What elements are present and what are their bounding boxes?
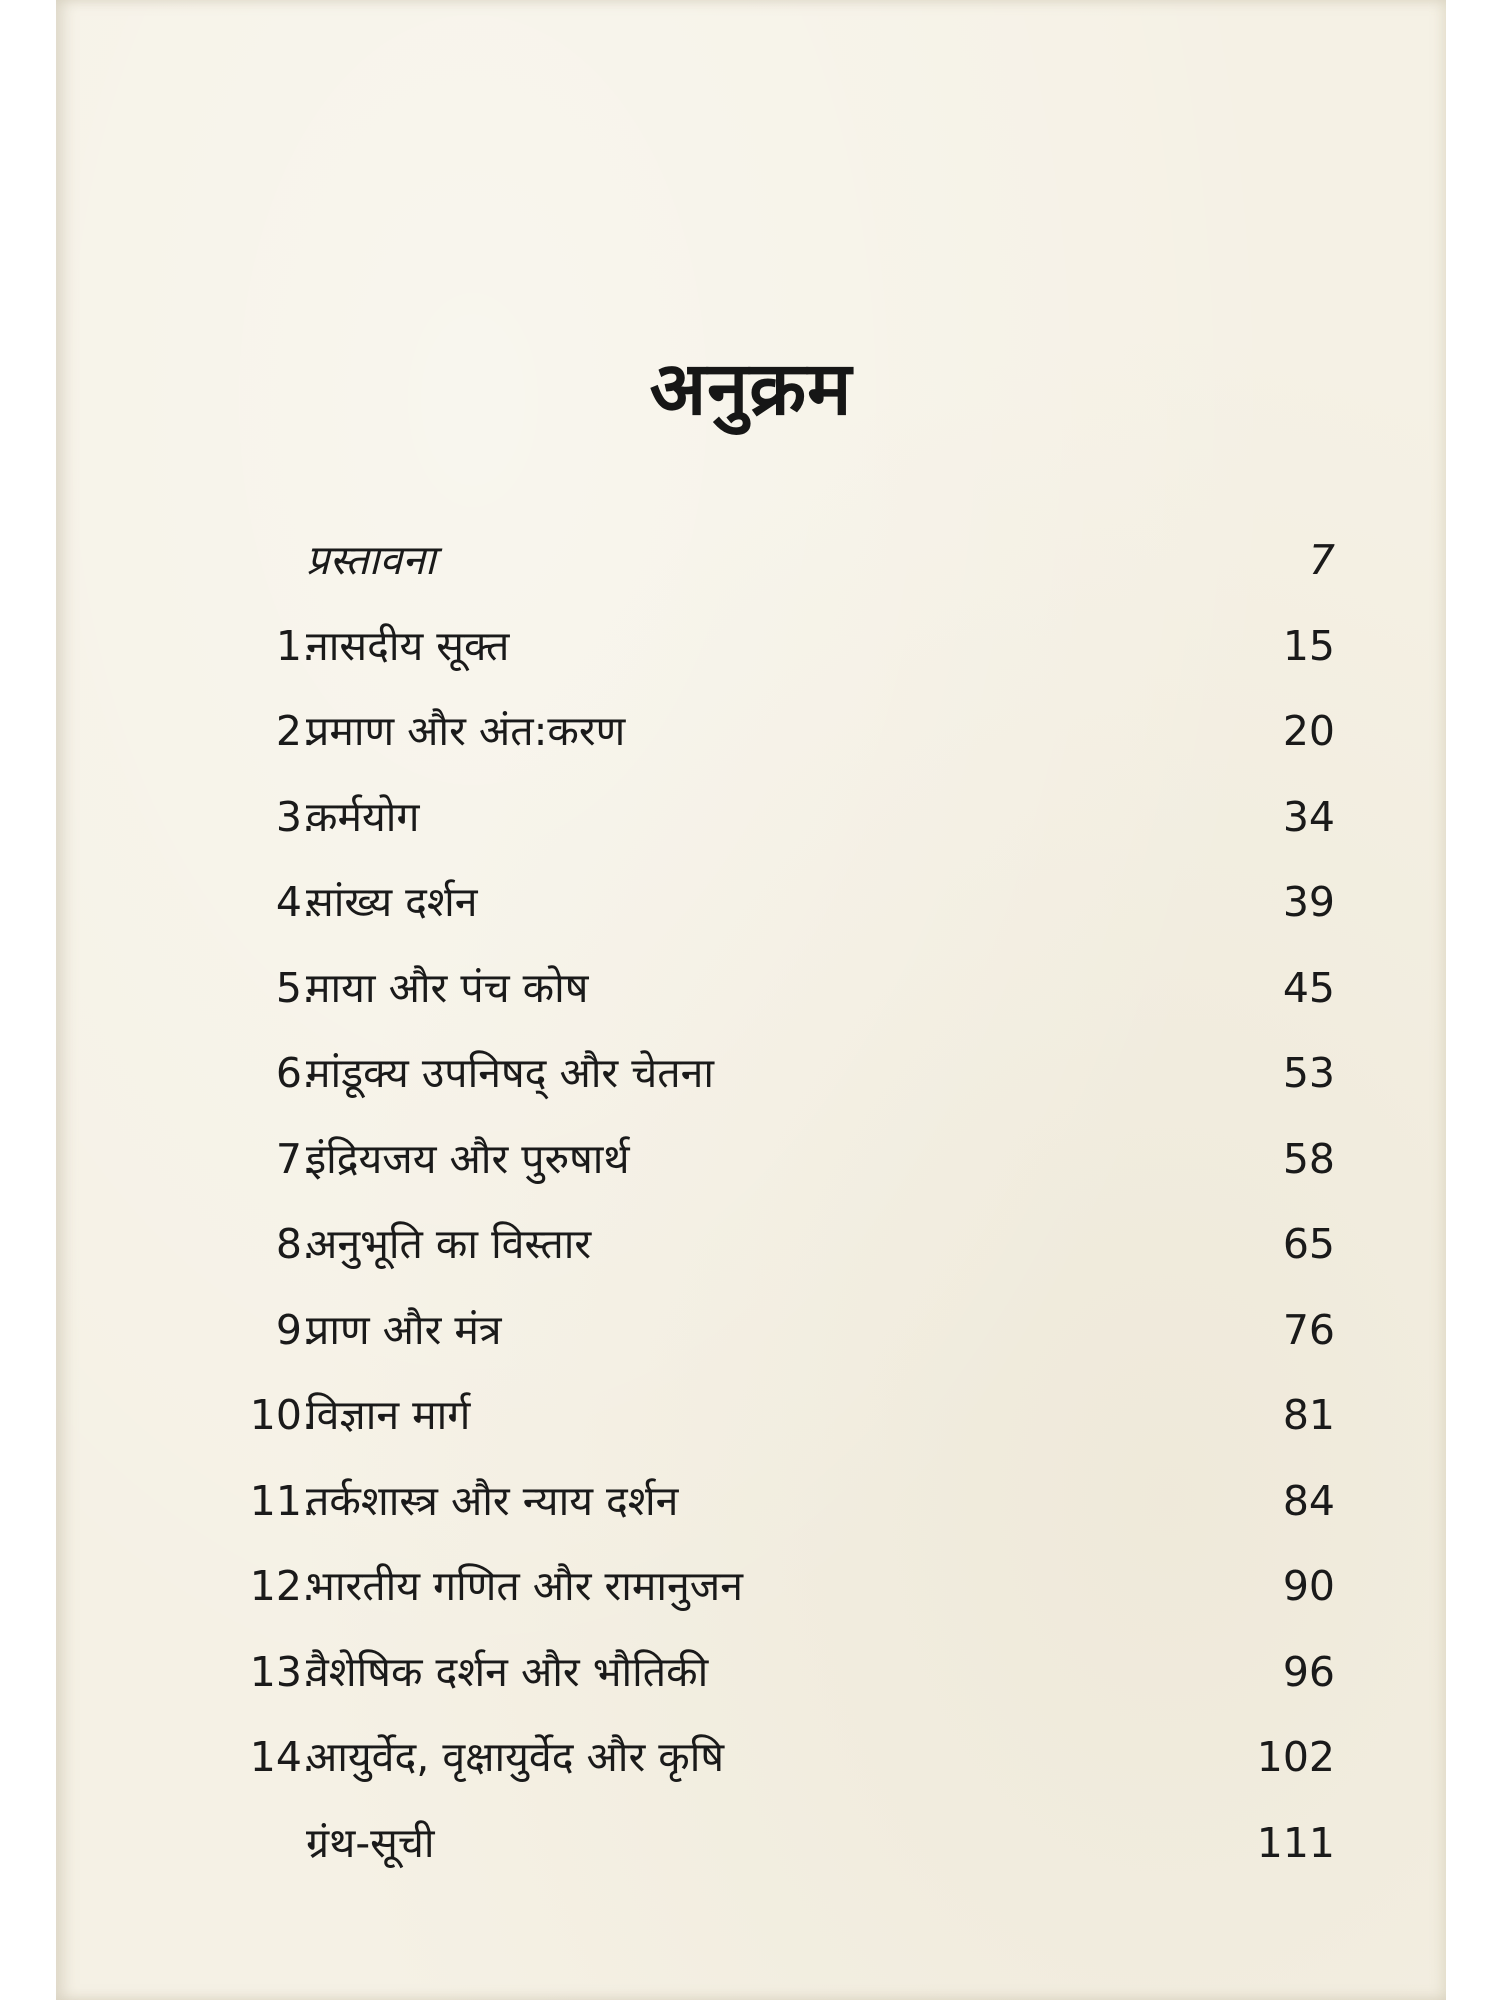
book-page bbox=[56, 0, 1446, 2000]
toc-entry bbox=[56, 606, 1446, 692]
entry-title: प्रस्तावना bbox=[306, 536, 436, 584]
entry-page-number: 84 bbox=[1282, 1476, 1335, 1525]
entry-page-number: 65 bbox=[1282, 1220, 1335, 1268]
toc-entry bbox=[56, 1803, 1446, 1889]
toc-entry bbox=[56, 1204, 1446, 1290]
entry-number: 4. bbox=[275, 878, 315, 926]
entry-number: 9. bbox=[275, 1305, 315, 1354]
entry-page-number: 20 bbox=[1282, 707, 1335, 755]
entry-number: 2. bbox=[275, 707, 315, 755]
entry-number: 8. bbox=[275, 1220, 315, 1268]
toc-entry bbox=[56, 1717, 1446, 1803]
entry-number: 13. bbox=[249, 1647, 315, 1696]
entry-title: भारतीय गणित और रामानुजन bbox=[306, 1562, 743, 1610]
entry-page-number: 111 bbox=[1256, 1818, 1335, 1867]
entry-number: 10. bbox=[249, 1391, 315, 1439]
toc-entry bbox=[56, 520, 1446, 606]
entry-number: 6. bbox=[275, 1049, 315, 1097]
entry-title: माया और पंच कोष bbox=[306, 963, 589, 1012]
entry-title: प्रमाण और अंत:करण bbox=[306, 707, 626, 755]
page-title: अनुक्रम bbox=[649, 346, 853, 432]
toc-entry bbox=[56, 1033, 1446, 1119]
entry-page-number: 90 bbox=[1282, 1562, 1335, 1610]
toc-entry bbox=[56, 1375, 1446, 1461]
entry-number: 7. bbox=[275, 1134, 315, 1183]
toc-entry bbox=[56, 1290, 1446, 1376]
entry-page-number: 53 bbox=[1282, 1049, 1335, 1097]
entry-page-number: 96 bbox=[1282, 1647, 1335, 1696]
entry-title: प्राण और मंत्र bbox=[306, 1305, 502, 1354]
entry-number: 1. bbox=[275, 621, 315, 670]
entry-title: कर्मयोग bbox=[306, 792, 420, 841]
entry-number: 11. bbox=[249, 1476, 315, 1525]
entry-page-number: 76 bbox=[1282, 1305, 1335, 1354]
entry-page-number: 7 bbox=[1308, 536, 1335, 584]
toc-entry bbox=[56, 862, 1446, 948]
entry-page-number: 39 bbox=[1282, 878, 1335, 926]
entry-title: सांख्य दर्शन bbox=[306, 878, 478, 926]
entry-title: तर्कशास्त्र और न्याय दर्शन bbox=[306, 1476, 679, 1525]
table-of-contents bbox=[56, 520, 1446, 1888]
entry-page-number: 102 bbox=[1256, 1733, 1335, 1781]
toc-entry bbox=[56, 777, 1446, 863]
entry-number: 14. bbox=[249, 1733, 315, 1781]
toc-entry bbox=[56, 1632, 1446, 1718]
entry-title: वैशेषिक दर्शन और भौतिकी bbox=[306, 1647, 709, 1696]
entry-page-number: 15 bbox=[1282, 621, 1335, 670]
entry-title: विज्ञान मार्ग bbox=[306, 1391, 471, 1439]
entry-number: 3. bbox=[275, 792, 315, 841]
entry-page-number: 34 bbox=[1282, 792, 1335, 841]
entry-title: मांडूक्य उपनिषद् और चेतना bbox=[306, 1049, 714, 1097]
entry-title: अनुभूति का विस्तार bbox=[306, 1220, 592, 1268]
entry-page-number: 45 bbox=[1282, 963, 1335, 1012]
toc-entry bbox=[56, 948, 1446, 1034]
toc-entry bbox=[56, 691, 1446, 777]
entry-title: इंद्रियजय और पुरुषार्थ bbox=[306, 1134, 630, 1183]
toc-entry bbox=[56, 1119, 1446, 1205]
entry-title: नासदीय सूक्त bbox=[306, 621, 510, 670]
toc-entry bbox=[56, 1546, 1446, 1632]
entry-page-number: 58 bbox=[1282, 1134, 1335, 1183]
entry-number: 12. bbox=[249, 1562, 315, 1610]
entry-page-number: 81 bbox=[1282, 1391, 1335, 1439]
entry-title: ग्रंथ-सूची bbox=[306, 1818, 435, 1867]
toc-entry bbox=[56, 1461, 1446, 1547]
entry-number: 5. bbox=[275, 963, 315, 1012]
entry-title: आयुर्वेद, वृक्षायुर्वेद और कृषि bbox=[306, 1733, 725, 1781]
